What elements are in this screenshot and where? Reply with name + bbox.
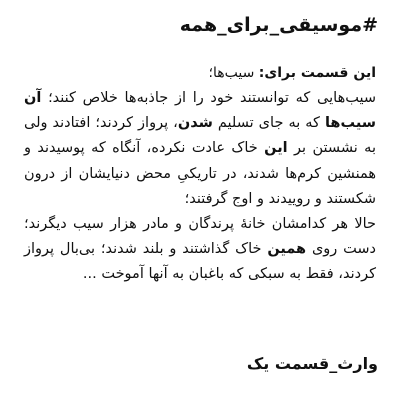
paragraph-1-emphasis-1: آن سیب‌ها	[24, 90, 377, 132]
paragraph-2-part-2: خاک گذاشتند و بلند شدند؛ بی‌بال پرواز کردند، فقط به سبکی که باغبان به آنها آموخت ...	[24, 241, 376, 283]
paragraph-1	[24, 86, 376, 212]
subtitle	[209, 63, 376, 83]
paragraph-1-part-3: ، پرواز کردند؛ افتادند ولی به نشستن بر	[24, 115, 376, 157]
paragraph-1-emphasis-3: این	[264, 140, 288, 157]
paragraph-1-part-4: خاک عادت نکرده، آنگاه که پوسیدند و همنشین کرم‌ها شدند، در تاریکیِ محض دنیایشان از درون شکستند و روییدند و اوج گرفتند؛	[24, 140, 376, 207]
paragraph-2-emphasis-1: همین	[267, 241, 307, 258]
subtitle-lead: این قسمت برای:	[258, 65, 376, 81]
paragraph-1-part-1: سیب‌هایی که توانستند خود را از جاذبه‌ها خلاص کنند؛	[41, 90, 376, 106]
paragraph-2-part-1: حالا هر کدامشان خانهٔ پرندگان و مادر هزار سیب دیگرند؛ دست روی	[24, 216, 376, 258]
paragraph-1-emphasis-2: شدن	[177, 115, 213, 132]
subtitle-rest: سیب‌ها؛	[208, 65, 259, 81]
body-text	[24, 86, 376, 288]
hashtag-title: #موسیقی_برای_همه	[179, 14, 378, 36]
paragraph-1-part-2: که به جای تسلیم	[212, 115, 325, 132]
footer-signature: وارث_قسمت یک	[246, 354, 378, 373]
paragraph-2	[24, 212, 376, 288]
